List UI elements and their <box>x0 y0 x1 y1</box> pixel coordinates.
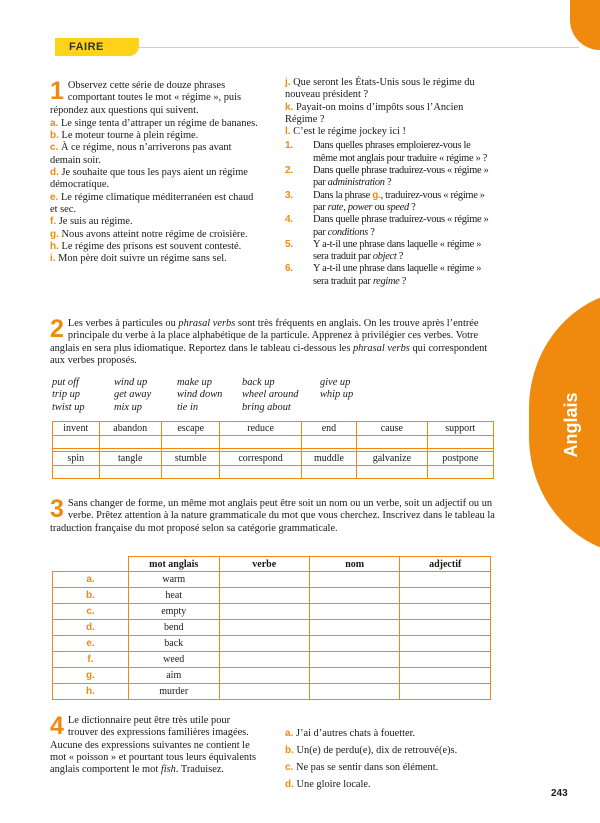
phrasal-verb: wheel around <box>242 389 299 401</box>
table-cell-word: postpone <box>427 452 493 466</box>
answer-cell[interactable] <box>309 620 399 636</box>
table-row <box>53 572 491 588</box>
answer-cell[interactable] <box>161 466 219 479</box>
question-number: 3. <box>285 189 293 201</box>
question-item <box>285 165 495 190</box>
english-word: back <box>128 636 219 652</box>
list-item <box>50 142 260 167</box>
question-text: ? <box>367 226 375 238</box>
row-letter: b. <box>53 588 129 604</box>
item-letter: h. <box>50 240 59 252</box>
exercise-number: 2 <box>50 315 64 343</box>
answer-cell[interactable] <box>219 604 309 620</box>
exercise-3-intro: 3 Sans changer de forme, un même mot anglais peut être soit un nom ou un verbe, soit un adjectif ou un verbe. Prêtez attention à la nature grammaticale du mot que vous cherchez. Inscrivez dans le tableau la traduction française du mot proposé selon sa catégorie grammaticale. <box>50 495 495 534</box>
item-letter: i. <box>50 253 56 265</box>
list-item <box>50 130 260 142</box>
phrasal-verb-table <box>52 421 494 479</box>
answer-cell[interactable] <box>53 436 100 449</box>
question-text: , traduirez-vous « régime » par <box>313 189 485 213</box>
table-cell-word: stumble <box>161 452 219 466</box>
item-letter: k. <box>285 101 294 113</box>
phrasal-verb: put off <box>52 377 79 388</box>
list-item <box>285 126 495 138</box>
item-letter: f. <box>50 216 57 228</box>
list-item <box>50 216 260 228</box>
answer-cell[interactable] <box>427 436 493 449</box>
english-word: weed <box>128 652 219 668</box>
table-cell-word: galvanize <box>357 452 427 466</box>
exercise-2-intro: 2 Les verbes à particules ou phrasal verbs sont très fréquents en anglais. On les trouve après l’entrée principale du verbe à la place alphabétique de la particule. Apprenez à privilégier ces verbes. Votre anglais en sera plus idiomatique. Reportez dans le tableau ci-dessous les phrasal verbs qui correspondent aux verbes proposés. <box>50 315 488 366</box>
question-text: ? <box>399 275 407 287</box>
answer-cell[interactable] <box>219 684 309 700</box>
english-word: warm <box>128 572 219 588</box>
answer-cell[interactable] <box>219 572 309 588</box>
exercise-number: 3 <box>50 495 64 523</box>
answer-cell[interactable] <box>220 436 301 449</box>
question-text: Dans quelle phrase traduirez-vous « régime » par <box>313 165 489 189</box>
phrasal-verb: give up <box>320 377 351 388</box>
list-item <box>50 253 260 265</box>
phrasal-verb: trip up <box>52 389 81 401</box>
table-row-answer <box>53 436 494 449</box>
answer-cell[interactable] <box>400 668 491 684</box>
item-letter: d. <box>50 167 59 179</box>
english-word: empty <box>128 604 219 620</box>
item-text: Que seront les États-Unis sous le régime du nouveau président ? <box>285 77 475 101</box>
item-text: Le régime des prisons est souvent contesté. <box>61 240 242 252</box>
header-cell: adjectif <box>400 557 491 572</box>
list-item <box>50 229 260 241</box>
phrasal-verb: bring about <box>242 401 291 413</box>
answer-cell[interactable] <box>357 436 427 449</box>
exercise-4-items <box>285 725 505 793</box>
side-tab-label: Anglais <box>561 392 581 458</box>
item-text: Mon père doit suivre un régime sans sel. <box>58 253 227 265</box>
phrasal-verb: whip up <box>320 389 354 401</box>
answer-cell[interactable] <box>219 652 309 668</box>
answer-cell[interactable] <box>301 466 356 479</box>
list-item <box>285 759 505 776</box>
question-text: Dans quelle phrase traduirez-vous « régime » par <box>313 214 489 238</box>
phrasal-verb: tie in <box>177 401 199 413</box>
header-cell <box>53 557 129 572</box>
answer-cell[interactable] <box>309 604 399 620</box>
answer-cell[interactable] <box>219 620 309 636</box>
table-row-answer <box>53 466 494 479</box>
table-cell-word: tangle <box>99 452 161 466</box>
table-row <box>53 668 491 684</box>
exercise-1-intro: 1 Observez cette série de douze phrases comportant toutes le mot « régime », puis répondez aux questions qui suivent. <box>50 77 242 116</box>
item-text: C’est le régime jockey ici ! <box>293 126 406 138</box>
item-letter: c. <box>285 762 294 773</box>
question-text: ? <box>384 177 392 189</box>
item-text: J’ai d’autres chats à fouetter. <box>295 728 416 739</box>
answer-cell[interactable] <box>219 668 309 684</box>
header-cell: nom <box>309 557 399 572</box>
question-text: rate <box>327 201 344 213</box>
table-cell-word: spin <box>53 452 100 466</box>
item-text: Ne pas se sentir dans son élément. <box>295 762 439 773</box>
english-word: heat <box>128 588 219 604</box>
question-text: , <box>343 201 348 213</box>
item-text: À ce régime, nous n’arriverons pas avant demain soir. <box>50 142 232 166</box>
item-letter: c. <box>50 142 59 154</box>
phrasal-verb: get away <box>114 389 152 401</box>
answer-cell[interactable] <box>400 604 491 620</box>
item-letter: a. <box>285 728 294 739</box>
question-item <box>285 263 495 288</box>
item-letter: d. <box>285 779 294 790</box>
phrasal-verb: make up <box>177 377 212 388</box>
answer-cell[interactable] <box>219 636 309 652</box>
answer-cell[interactable] <box>99 436 161 449</box>
table-cell-word: reduce <box>220 422 301 436</box>
corner-decoration <box>570 0 600 50</box>
item-text: Un(e) de perdu(e), dix de retrouvé(e)s. <box>296 745 458 756</box>
question-item <box>285 190 495 215</box>
list-item <box>285 742 505 759</box>
item-text: Le moteur tourne à plein régime. <box>61 130 199 142</box>
table-cell-word: escape <box>161 422 219 436</box>
question-item <box>285 214 495 239</box>
question-text: ? <box>396 251 404 263</box>
row-letter: a. <box>53 572 129 588</box>
exercise-number: 4 <box>50 712 64 740</box>
page-number: 243 <box>551 788 568 799</box>
table-cell-word: abandon <box>99 422 161 436</box>
question-item <box>285 140 495 165</box>
table-cell-word: invent <box>53 422 100 436</box>
answer-cell[interactable] <box>53 466 100 479</box>
answer-cell[interactable] <box>301 436 356 449</box>
exercise-4-intro: 4 Le dictionnaire peut être très utile pour trouver des expressions familières imagées. Aucune des expressions suivantes ne contient le mot « poisson » et pourtant tous leurs équivalents anglais comportent le mot fish. Traduisez. <box>50 712 257 776</box>
grammar-table <box>52 556 491 700</box>
list-item <box>285 102 495 127</box>
table-cell-word: end <box>301 422 356 436</box>
row-letter: e. <box>53 636 129 652</box>
answer-cell[interactable] <box>400 620 491 636</box>
phrasal-verb: back up <box>242 377 275 388</box>
table-cell-word: cause <box>357 422 427 436</box>
row-letter: c. <box>53 604 129 620</box>
question-number: 6. <box>285 263 293 275</box>
answer-cell[interactable] <box>309 668 399 684</box>
english-word: bend <box>128 620 219 636</box>
item-letter: j. <box>285 77 291 88</box>
answer-cell[interactable] <box>161 436 219 449</box>
answer-cell[interactable] <box>400 636 491 652</box>
question-text: conditions <box>327 226 368 238</box>
item-text: Je souhaite que tous les pays aient un régime démocratique. <box>50 167 248 191</box>
exercise-1-left <box>50 77 260 265</box>
table-row <box>53 684 491 700</box>
answer-cell[interactable] <box>427 466 493 479</box>
list-item <box>50 192 260 217</box>
phrasal-verb: mix up <box>114 401 142 413</box>
question-text: administration <box>327 177 385 189</box>
header-divider <box>139 47 579 48</box>
header-cell: mot anglais <box>128 557 219 572</box>
item-text: Payait-on moins d’impôts sous l’Ancien Régime ? <box>285 101 464 125</box>
phrasal-verb-list <box>52 377 472 417</box>
list-item <box>285 77 495 102</box>
question-item <box>285 239 495 264</box>
question-text: Dans quelles phrases emploierez-vous le même mot anglais pour traduire « régime » ? <box>313 140 488 164</box>
answer-cell[interactable] <box>99 466 161 479</box>
table-row <box>53 422 494 436</box>
phrasal-verb: wind down <box>177 389 223 401</box>
english-word: aim <box>128 668 219 684</box>
row-letter: h. <box>53 684 129 700</box>
phrasal-verb: wind up <box>114 377 148 388</box>
question-text: Y a-t-il une phrase dans laquelle « régime » sera traduit par <box>313 263 482 287</box>
answer-cell[interactable] <box>219 588 309 604</box>
answer-cell[interactable] <box>309 684 399 700</box>
question-text: ou <box>372 201 387 213</box>
item-text: Je suis au régime. <box>58 216 133 228</box>
question-text: g. <box>372 189 381 201</box>
question-text: regime <box>372 275 400 287</box>
exercise-1-right <box>285 77 495 288</box>
phrasal-verb: twist up <box>52 401 85 413</box>
answer-cell[interactable] <box>400 588 491 604</box>
item-text: Le régime climatique méditerranéen est chaud et sec. <box>50 191 254 215</box>
answer-cell[interactable] <box>309 572 399 588</box>
item-text: Nous avons atteint notre régime de croisière. <box>61 228 248 240</box>
item-text: Une gloire locale. <box>296 779 371 790</box>
list-item <box>285 776 505 793</box>
list-item <box>285 725 505 742</box>
question-number: 1. <box>285 140 293 152</box>
answer-cell[interactable] <box>400 684 491 700</box>
list-item <box>50 241 260 253</box>
question-number: 2. <box>285 165 293 177</box>
table-row <box>53 452 494 466</box>
table-cell-word: correspond <box>220 452 301 466</box>
question-number: 5. <box>285 238 293 250</box>
answer-cell[interactable] <box>400 652 491 668</box>
table-row <box>53 620 491 636</box>
table-row <box>53 636 491 652</box>
answer-cell[interactable] <box>309 588 399 604</box>
english-word: murder <box>128 684 219 700</box>
table-header-row <box>53 557 491 572</box>
question-text: Dans la phrase <box>313 189 373 201</box>
row-letter: d. <box>53 620 129 636</box>
item-letter: l. <box>285 126 291 138</box>
item-letter: b. <box>50 130 59 142</box>
table-row <box>53 588 491 604</box>
list-item <box>50 118 260 130</box>
item-letter: e. <box>50 191 59 203</box>
item-text: Le singe tenta d’attraper un régime de bananes. <box>60 117 258 129</box>
table-row <box>53 604 491 620</box>
answer-cell[interactable] <box>220 466 301 479</box>
table-row <box>53 652 491 668</box>
answer-cell[interactable] <box>309 636 399 652</box>
question-number: 4. <box>285 214 293 226</box>
question-text: ? <box>408 201 416 213</box>
header-cell: verbe <box>219 557 309 572</box>
question-text: object <box>372 251 397 263</box>
item-letter: b. <box>285 745 294 756</box>
list-item <box>50 167 260 192</box>
question-text: power <box>347 201 373 213</box>
item-letter: g. <box>50 228 59 240</box>
item-letter: a. <box>50 117 59 129</box>
row-letter: g. <box>53 668 129 684</box>
question-text: speed <box>386 201 409 213</box>
table-cell-word: support <box>427 422 493 436</box>
exercise-number: 1 <box>50 77 64 105</box>
answer-cell[interactable] <box>357 466 427 479</box>
row-letter: f. <box>53 652 129 668</box>
section-label: FAIRE <box>55 38 139 56</box>
table-cell-word: muddle <box>301 452 356 466</box>
answer-cell[interactable] <box>309 652 399 668</box>
question-text: Y a-t-il une phrase dans laquelle « régime » sera traduit par <box>313 238 482 263</box>
answer-cell[interactable] <box>400 572 491 588</box>
